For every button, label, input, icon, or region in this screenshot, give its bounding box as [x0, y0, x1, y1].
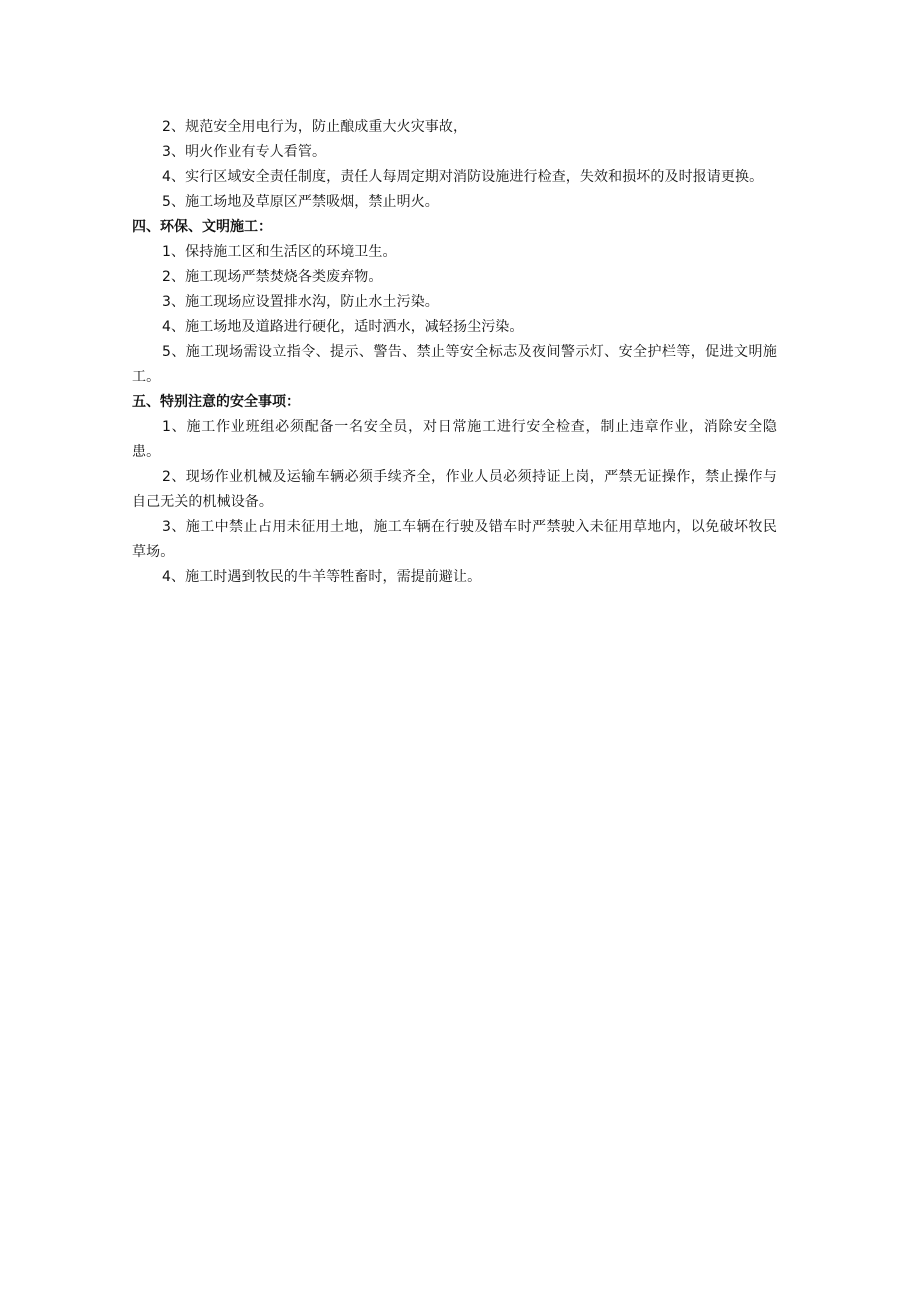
paragraph-fire-3: 3、明火作业有专人看管。 — [162, 144, 327, 160]
section-heading-environment: 四、环保、文明施工： — [132, 219, 272, 235]
paragraph-env-2: 2、施工现场严禁焚烧各类废弃物。 — [162, 269, 383, 285]
paragraph-safety-1: 1、施工作业班组必须配备一名安全员，对日常施工进行安全检查，制止违章作业，消除安全隐患。 — [132, 419, 777, 460]
paragraph-safety-3: 3、施工中禁止占用未征用土地，施工车辆在行驶及错车时严禁驶入未征用草地内，以免破坏牧民草场。 — [132, 519, 777, 560]
section-heading-safety: 五、特别注意的安全事项： — [132, 394, 300, 410]
document-body — [132, 115, 777, 590]
paragraph-env-4: 4、施工场地及道路进行硬化，适时洒水，减轻扬尘污染。 — [162, 319, 524, 335]
paragraph-fire-2: 2、规范安全用电行为，防止酿成重大火灾事故， — [162, 119, 468, 135]
paragraph-safety-4: 4、施工时遇到牧民的牛羊等牲畜时，需提前避让。 — [162, 569, 482, 585]
paragraph-fire-4: 4、实行区域安全责任制度，责任人每周定期对消防设施进行检查，失效和损坏的及时报请更换。 — [162, 169, 764, 185]
paragraph-env-5: 5、施工现场需设立指令、提示、警告、禁止等安全标志及夜间警示灯、安全护栏等，促进文明施工。 — [132, 344, 777, 385]
paragraph-fire-5: 5、施工场地及草原区严禁吸烟，禁止明火。 — [162, 194, 439, 210]
paragraph-env-3: 3、施工现场应设置排水沟，防止水土污染。 — [162, 294, 439, 310]
paragraph-safety-2: 2、现场作业机械及运输车辆必须手续齐全，作业人员必须持证上岗，严禁无证操作，禁止操作与自己无关的机械设备。 — [132, 469, 777, 510]
paragraph-env-1: 1、保持施工区和生活区的环境卫生。 — [162, 244, 397, 260]
